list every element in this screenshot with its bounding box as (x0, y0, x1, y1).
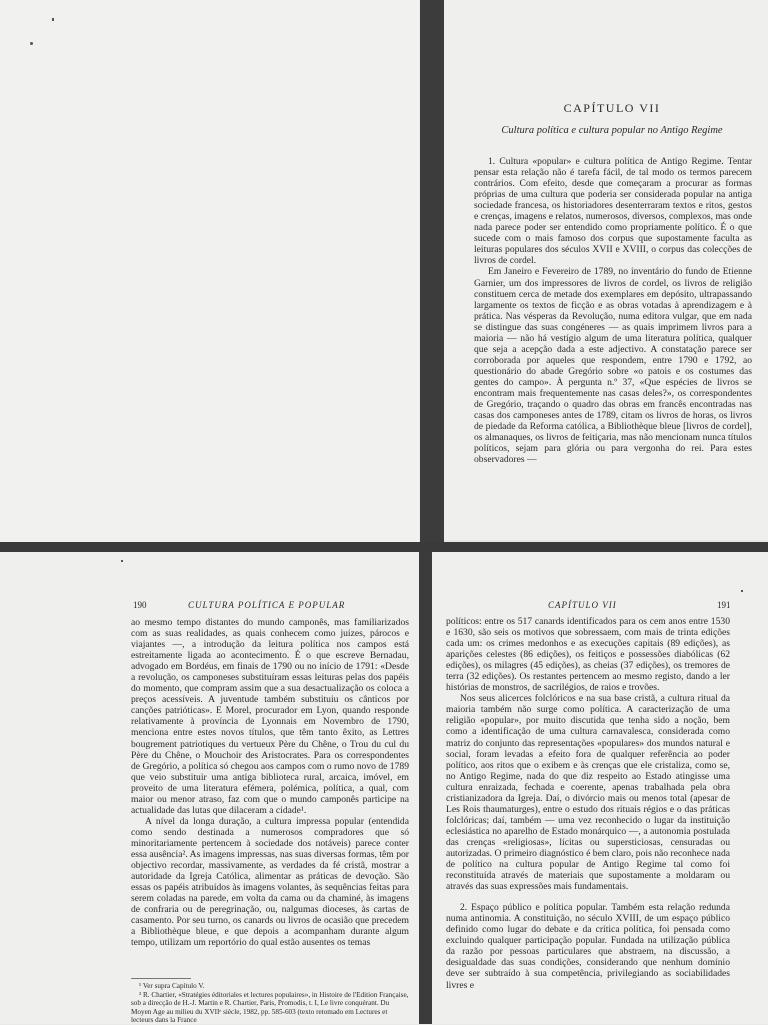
running-head: CULTURA POLÍTICA E POPULAR (188, 600, 346, 610)
paragraph: Em Janeiro e Fevereiro de 1789, no inventário do fundo de Etienne Garnier, um dos impressores de livros de cordel, os livros de religião constituem cerca de metade dos exemplares em depósito, ultrapassando largamente os textos de ficção e as obras votadas à aprendizagem e à prática. Nas vésperas da Revolução, numa editora vulgar, que em nada se distingue das suas congéneres — as quais imprimem livros para a maioria — não há vestígio algum de uma literatura política, qualquer que seja a acepção dada a este adjectivo. A constatação parece ser corroborada por aqueles que respondem, entre 1790 e 1792, ao questionário do abade Gregório sobre «o patois e os costumes das gentes do campo». À pergunta n.º 37, «Que espécies de livros se encontram mais frequentemente nas casas deles?», os correspondentes de Gregório, traçando o quadro das obras em francês encontradas nas casas dos camponeses antes de 1789, citam os livros de horas, os livros de piedade da Reforma católica, a Bibliothèque bleue [livros de cordel], os almanaques, os livros de feitiçaria, mas não mencionam nunca títulos políticos, sejam para glória ou para vergonha do rei. Para estes observadores — (474, 266, 752, 466)
scan-divider (0, 542, 768, 552)
scan-gutter-bottom (419, 545, 432, 1024)
page-190-body (131, 617, 409, 948)
paragraph: 1. Cultura «popular» e cultura política de Antigo Regime. Tentar pensar esta relação não é tarefa fácil, de tal modo os termos parecem contrários. Com efeito, desde que começaram a procurar as formas próprias de uma cultura que poderia ser considerada popular na antiga sociedade francesa, os historiadores desenterraram textos e ritos, gestos e crenças, imagens e relatos, numerosos, diversos, complexos, mas onde nada parece poder ser entendido como propriamente político. É o que sucede com o mais famoso dos corpus que supostamente faculta as leituras populares dos séculos XVII e XVIII, o corpus das colecções de livros de cordel. (474, 156, 752, 267)
scan-speck (30, 42, 33, 45)
scan-speck (741, 590, 743, 592)
paragraph: Nos seus alicerces folclóricos e na sua base cristã, a cultura ritual da maioria também não surge como política. A caracterização de uma religião «popular», por muito discutida que tenha sido a noção, bem como a identificação de uma cultura carnavalesca, considerada como matriz do conjunto das representações «populares» dos mundos natural e social, foram levadas a efeito fora de qualquer referência ao poder político, aos ritos que o exibem e às crenças que ele cristaliza, como se, no Antigo Regime, nada do que diz respeito ao Estado atingisse uma cultura enraizada, fechada e coerente, apenas trabalhada pela obra cristianizadora da Igreja. Daí, o divórcio mais ou menos total (apesar de Les Rois thaumaturges), entre o estudo dos rituais régios e o das práticas folclóricas; daí, também — uma vez reconhecido o lugar da instituição eclesiástica no aparelho de Estado monárquico —, a autonomia postulada das crenças «religiosas», lícitas ou supersticiosas, censuradas ou autorizadas. O primeiro diagnóstico é bem claro, pois não reconhece nada de político na cultura popular de Antigo Regime tal como foi reconstituída através de materiais que supostamente a moldaram ou através das suas expressões mais fundamentais. (446, 693, 730, 893)
page-number: 191 (717, 600, 731, 610)
footnote-rule (131, 978, 191, 979)
scan-speck (52, 18, 54, 21)
page-190-footnotes (131, 982, 409, 1025)
chapter-title: Cultura política e cultura popular no Antigo Regime (501, 125, 723, 136)
paragraph: A nível da longa duração, a cultura impressa popular (entendida como sendo destinada a numerosos compradores que só minoritariamente pertencem à sociedade dos notáveis) parece conter essa ausência². As imagens impressas, nas suas diversas formas, têm por objectivo recordar, massivamente, as verdades da fé cristã, mostrar a autoridade da Igreja Católica, alimentar as práticas de devoção. São essas os papéis atribuídos às imagens volantes, às sequências feitas para serem coladas na parede, em volta da cama ou da chaminé, às imagens de confraria ou de peregrinação, ou, nalgumas dioceses, às cartas de casamento. Por seu turno, os canards ou livros de ocasião que precedem a Bibliothèque bleue, e que depois a acompanham durante algum tempo, utilizam um reportório do qual estão ausentes os temas (131, 815, 409, 949)
running-head: CAPÍTULO VII (548, 600, 617, 610)
footnote: ¹ Ver supra Capítulo V. (139, 982, 205, 990)
page-191-body (446, 616, 730, 991)
scan-gutter-top (420, 0, 444, 545)
page-number: 190 (133, 600, 147, 610)
paragraph: 2. Espaço público e política popular. Também esta relação redunda numa antinomia. A constituição, no século XVIII, de um espaço público definido como lugar do debate e da crítica política, foi pensada como excluindo qualquer participação popular. Fundada na utilização pública da razão por pessoas particulares que abstraem, na discussão, a desigualdade das suas condições, considerando que nenhum domínio deve ser subtraído à sua competência, privilegiando as sociabilidades livres e (446, 902, 730, 991)
chapter-heading: CAPÍTULO VII (563, 101, 661, 115)
paragraph: políticos: entre os 517 canards identificados para os cem anos entre 1530 e 1630, são seis os motivos que sobressaem, com mais de trinta edições cada um: os crimes medonhos e as execuções capitais (89 edições), as aparições celestes (86 edições), os feitiços e possessões diabólicas (62 edições), os milagres (45 edições), as cheias (37 edições), os tremores de terra (32 edições). Os restantes pertencem ao mesmo registo, dando a ler histórias de monstros, de sacrilégios, de raios e trovões. (446, 616, 730, 694)
blank-page-top-left (0, 0, 419, 542)
scan-speck (121, 560, 123, 562)
page-189-body (474, 156, 752, 465)
paragraph: ao mesmo tempo distantes do mundo camponês, mas familiarizados com as suas realidades, as quais conhecem como juízes, párocos e viajantes —, a introdução da leitura política nos campos está estreitamente ligada ao acontecimento. É o que escreve Bernadau, advogado em Bordéus, em finais de 1790 ou no início de 1791: «Desde a revolução, os camponeses substituíram essas leituras pelas dos papéis do momento, que compram assim que a sua desactualização os coloca a preços acessíveis. A juventude também substituiu os cânticos por canções patrióticas». E Morel, procurador em Lyon, quando responde relativamente à província de Lyonnais em Novembro de 1790, menciona entre estes novos títulos, que têm tanto êxito, as Lettres bougrement patriotiques du vertueux Père du Chêne, o Trou du cul du Père du Chêne, o Mouchoir des Aristocrates. Para os correspondentes de Gregório, a política só chegou aos campos com o rumo novo de 1789 que veio substituir uma antiga biblioteca rural, arcaica, imóvel, em proveito de uma literatura efémera, polémica, política, a qual, com maior ou menor atraso, faz com que o mundo camponês participe na actualidade das lutas que dilaceram a cidade¹. (131, 617, 409, 816)
footnote: ² R. Chartier, «Stratégies éditoriales et lectures populaires», in Histoire de l'Edition Française, sob a direcção de H.-J. Martin e R. Chartier, Paris, Promodis, t. I, Le livre conquérant. Du Moyen Age au milieu du XVIIᵉ siècle, 1982, pp. 585-603 (texto retomado em Lectures et lecteurs dans la France (131, 990, 409, 1025)
